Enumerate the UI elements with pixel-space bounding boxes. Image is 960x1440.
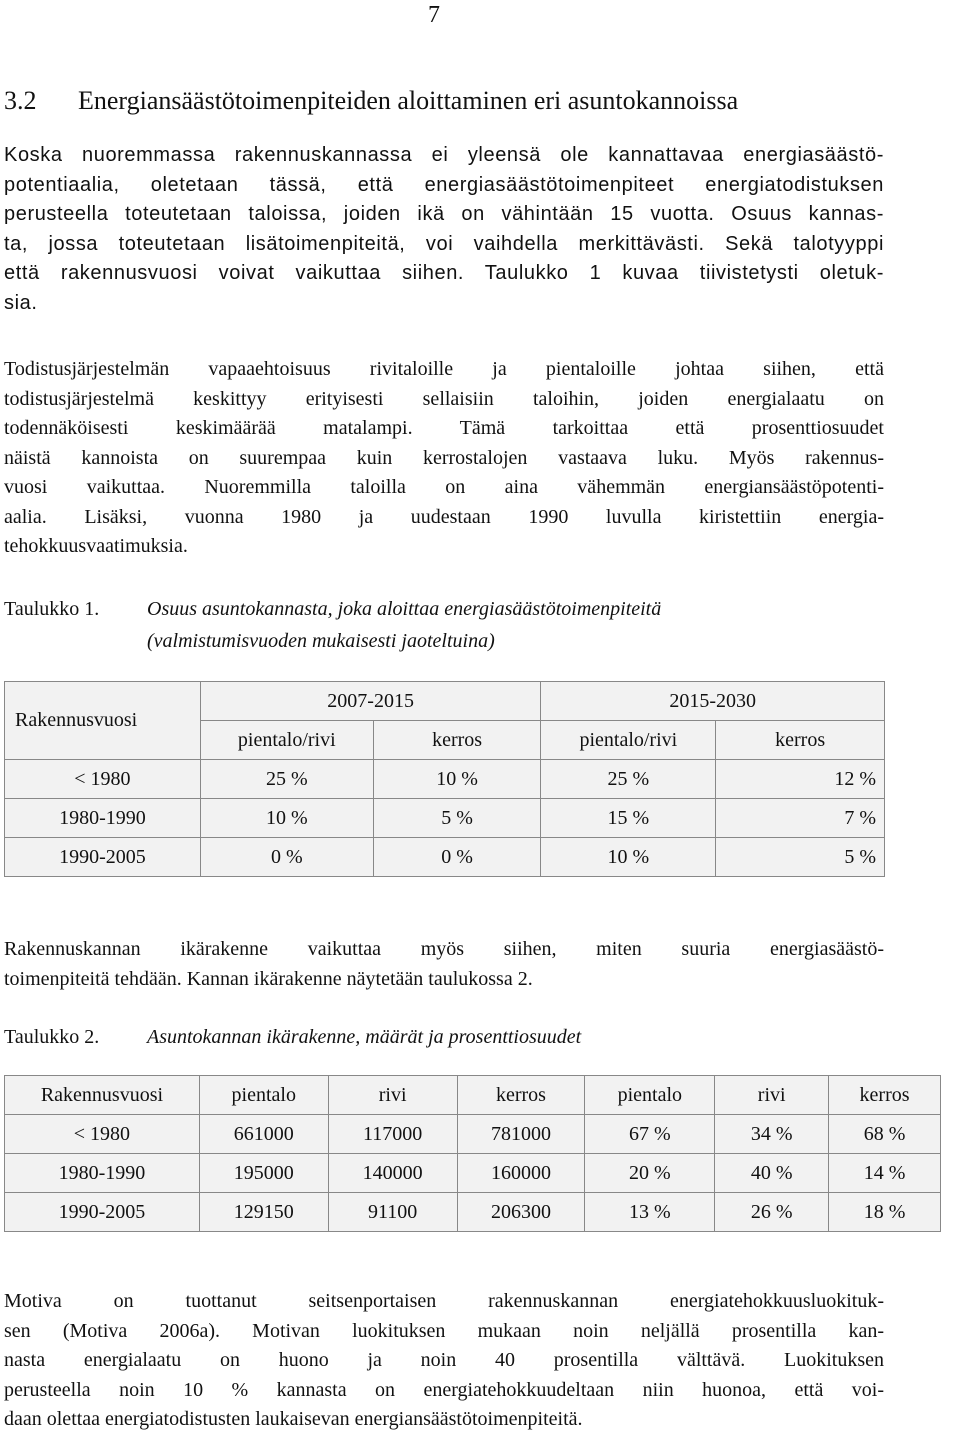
paragraph-line: Rakennuskannan ikärakenne vaikuttaa myös siihen, miten suuria energiasäästö- <box>4 938 884 960</box>
table-cell: 25 % <box>541 760 716 799</box>
paragraph-line: Todistusjärjestelmän vapaaehtoisuus rivitaloille ja pientaloille johtaa siihen, että <box>4 358 884 380</box>
table-cell: 206300 <box>457 1193 585 1232</box>
table-cell: 25 % <box>200 760 373 799</box>
paragraph-line: perusteella toteutetaan taloissa, joiden ikä on vähintään 15 vuotta. Osuus kannas- <box>4 203 884 225</box>
table-row <box>5 1115 941 1154</box>
table-cell: 20 % <box>585 1154 715 1193</box>
table-cell: 781000 <box>457 1115 585 1154</box>
paragraph-age-structure <box>4 935 884 994</box>
table-cell: 40 % <box>715 1154 829 1193</box>
paragraph-line: sia. <box>4 291 38 314</box>
table-row <box>5 760 885 799</box>
table2-header: kerros <box>829 1076 941 1115</box>
table-row <box>5 1154 941 1193</box>
paragraph-certification <box>4 355 884 562</box>
table2-header: rivi <box>715 1076 829 1115</box>
table-cell: 5 % <box>373 799 541 838</box>
paragraph-line: että rakennusvuosi voivat vaikuttaa siihen. Taulukko 1 kuvaa tiivistetysti oletuk- <box>4 262 884 284</box>
table-cell: 195000 <box>199 1154 328 1193</box>
table1-caption-text-2: (valmistumisvuoden mukaisesti jaoteltuina) <box>147 630 495 652</box>
table1-row-header: Rakennusvuosi <box>5 682 201 760</box>
page-number: 7 <box>428 2 440 28</box>
table1 <box>4 681 885 877</box>
table-row <box>5 799 885 838</box>
paragraph-line: nasta energialaatu on huono ja noin 40 prosentilla välttävä. Luokituksen <box>4 1349 884 1371</box>
paragraph-line: potentiaalia, oletetaan tässä, että energiasäästötoimenpiteet energiatodistuksen <box>4 173 884 196</box>
table2-header: pientalo <box>585 1076 715 1115</box>
table-row-label: 1980-1990 <box>5 799 201 838</box>
table-cell: 140000 <box>328 1154 457 1193</box>
table2-header: pientalo <box>199 1076 328 1115</box>
section-number: 3.2 <box>4 86 37 115</box>
table-cell: 10 % <box>373 760 541 799</box>
table2-caption <box>4 1021 581 1053</box>
table1-sub-header: pientalo/rivi <box>200 721 373 760</box>
table2 <box>4 1075 941 1232</box>
table1-sub-header: pientalo/rivi <box>541 721 716 760</box>
table-row-label: 1990-2005 <box>5 838 201 877</box>
paragraph-line: aalia. Lisäksi, vuonna 1980 ja uudestaan 1990 luvulla kiristettiin energia- <box>4 505 884 528</box>
paragraph-line: perusteella noin 10 % kannasta on energiatehokkuudeltaan niin huonoa, että voi- <box>4 1378 884 1401</box>
table-cell: 661000 <box>199 1115 328 1154</box>
table-row <box>5 838 885 877</box>
paragraph-line: Koska nuoremmassa rakennuskannassa ei yleensä ole kannattavaa energiasäästö- <box>4 144 884 166</box>
table2-header: rivi <box>328 1076 457 1115</box>
table1-caption <box>4 593 661 657</box>
table-cell: 15 % <box>541 799 716 838</box>
paragraph-line: todistusjärjestelmä keskittyy erityisesti sellaisiin taloihin, joiden energialaatu on <box>4 387 884 410</box>
paragraph-line: vuosi vaikuttaa. Nuoremmilla taloilla on aina vähemmän energiansäästöpotenti- <box>4 476 884 498</box>
table1-period-header: 2007-2015 <box>200 682 541 721</box>
table-cell: 0 % <box>373 838 541 877</box>
table-row-label: < 1980 <box>5 760 201 799</box>
table1-period-header: 2015-2030 <box>541 682 885 721</box>
table-cell: 68 % <box>829 1115 941 1154</box>
table-cell: 0 % <box>200 838 373 877</box>
table1-caption-label: Taulukko 1. <box>4 598 100 620</box>
table-cell: 5 % <box>716 838 885 877</box>
table-cell: 7 % <box>716 799 885 838</box>
paragraph-motiva <box>4 1287 884 1435</box>
paragraph-line: tehokkuusvaatimuksia. <box>4 535 188 557</box>
table2-header: kerros <box>457 1076 585 1115</box>
paragraph-line: toimenpiteitä tehdään. Kannan ikärakenne näytetään taulukossa 2. <box>4 967 533 990</box>
paragraph-line: todennäköisesti keskimäärää matalampi. Tämä tarkoittaa että prosenttiosuudet <box>4 417 884 439</box>
table-cell: 12 % <box>716 760 885 799</box>
table-cell: 10 % <box>200 799 373 838</box>
table-cell: 18 % <box>829 1193 941 1232</box>
table-cell: 26 % <box>715 1193 829 1232</box>
table-cell: 10 % <box>541 838 716 877</box>
table-cell: 13 % <box>585 1193 715 1232</box>
table-cell: 67 % <box>585 1115 715 1154</box>
table1-caption-text: Osuus asuntokannasta, joka aloittaa energiasäästötoimenpiteitä <box>147 598 662 620</box>
table-cell: 129150 <box>199 1193 328 1232</box>
table1-sub-header: kerros <box>373 721 541 760</box>
table2-caption-text: Asuntokannan ikärakenne, määrät ja prosenttiosuudet <box>147 1026 582 1048</box>
table-row <box>5 1193 941 1232</box>
section-title: Energiansäästötoimenpiteiden aloittaminen eri asuntokannoissa <box>78 86 739 115</box>
table-row-label: 1990-2005 <box>5 1193 200 1232</box>
paragraph-line: ta, jossa toteutetaan lisätoimenpiteitä, voi vaihdella merkittävästi. Sekä talotyyppi <box>4 232 884 255</box>
table2-caption-label: Taulukko 2. <box>4 1026 100 1048</box>
table-cell: 117000 <box>328 1115 457 1154</box>
paragraph-line: sen (Motiva 2006a). Motivan luokituksen mukaan noin neljällä prosentilla kan- <box>4 1319 884 1342</box>
table-cell: 34 % <box>715 1115 829 1154</box>
paragraph-line: Motiva on tuottanut seitsenportaisen rakennuskannan energiatehokkuusluokituk- <box>4 1290 884 1312</box>
table-cell: 160000 <box>457 1154 585 1193</box>
table-cell: 14 % <box>829 1154 941 1193</box>
paragraph-line: daan olettaa energiatodistusten laukaisevan energiansäästötoimenpiteitä. <box>4 1408 583 1430</box>
paragraph-intro <box>4 141 884 318</box>
table-row-label: < 1980 <box>5 1115 200 1154</box>
paragraph-line: näistä kannoista on suurempaa kuin kerrostalojen vastaava luku. Myös rakennus- <box>4 446 884 469</box>
table1-sub-header: kerros <box>716 721 885 760</box>
section-heading <box>4 86 940 116</box>
table-row-label: 1980-1990 <box>5 1154 200 1193</box>
table-cell: 91100 <box>328 1193 457 1232</box>
table2-header: Rakennusvuosi <box>5 1076 200 1115</box>
